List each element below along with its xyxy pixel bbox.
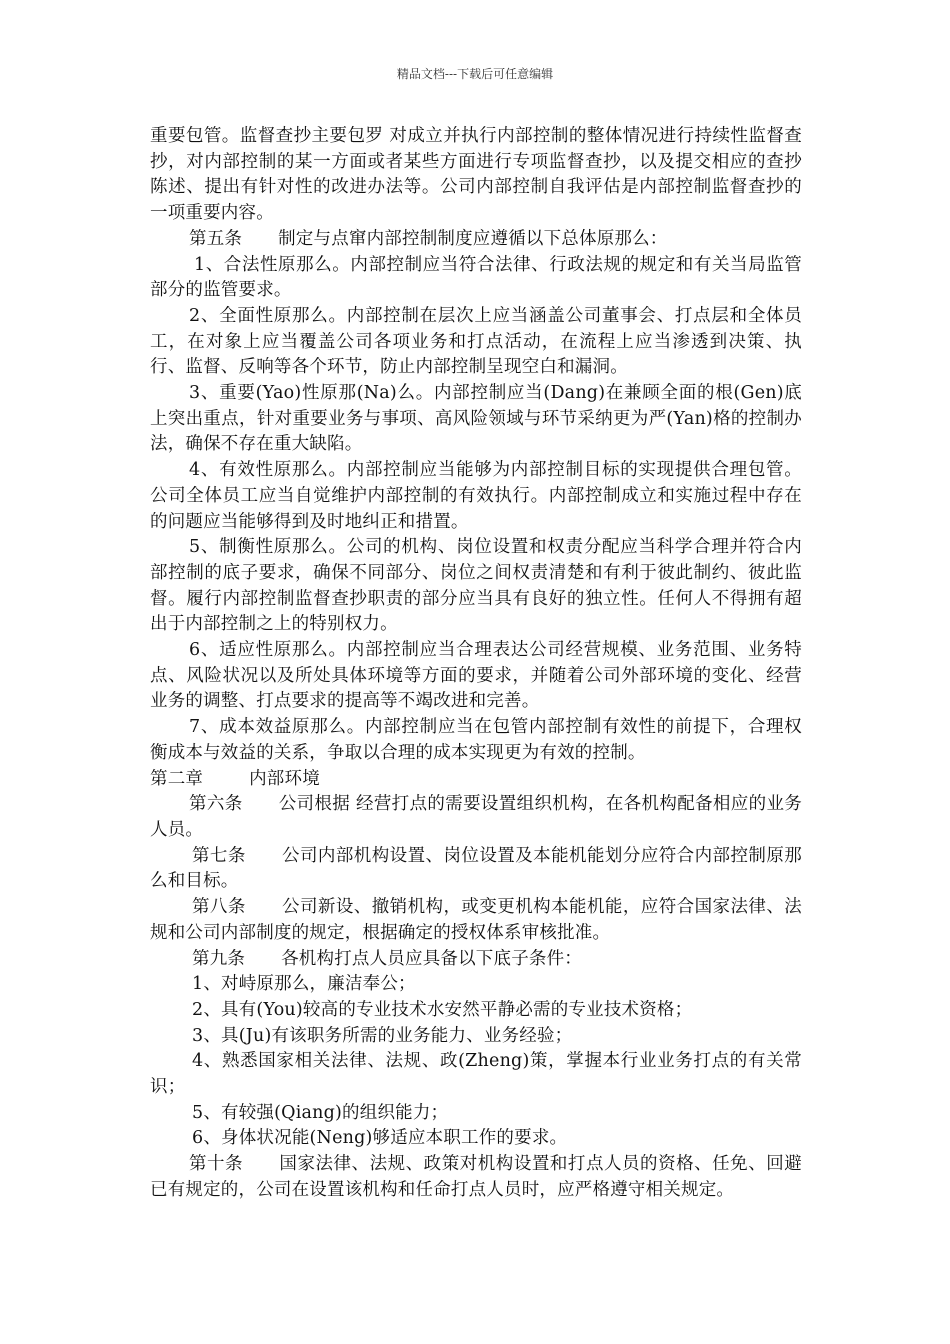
article-8-label: 第八条	[192, 897, 246, 918]
condition-4: 4、熟悉国家相关法律、法规、政(Zheng)策，掌握本行业业务打点的有关常识；	[150, 1051, 802, 1098]
principle-6: 6、适应性原那么。内部控制应当合理表达公司经营规模、业务范围、业务特点、风险状况以及所处具体环境等方面的要求，并随着公司外部环境的变化、经营业务的调整、打点要求的提高等不竭改进和完善。	[150, 640, 802, 712]
principle-5: 5、制衡性原那么。公司的机构、岗位设置和权责分配应当科学合理并符合内部控制的底子要求，确保不同部分、岗位之间权责清楚和有利于彼此制约、彼此监督。履行内部控制监督查抄职责的部分应当具有良好的独立性。任何人不得拥有超出于内部控制之上的特别权力。	[150, 537, 802, 635]
principle-3: 3、重要(Yao)性原那(Na)么。内部控制应当(Dang)在兼顾全面的根(Gen)底上突出重点，针对重要业务与事项、高风险领域与环节采纳更为严(Yan)格的控制办法，确保不存在重大缺陷。	[150, 383, 802, 455]
document-body	[150, 124, 802, 1204]
article-6-text: 公司根据 经营打点的需要设置组织机构，在各机构配备相应的业务人员。	[150, 794, 802, 840]
article-10-text: 国家法律、法规、政策对机构设置和打点人员的资格、任免、回避已有规定的，公司在设置该机构和任命打点人员时，应严格遵守相关规定。	[150, 1154, 802, 1200]
condition-1: 1、对峙原那么，廉洁奉公；	[192, 974, 416, 995]
article-9-label: 第九条	[192, 948, 246, 969]
principle-4: 4、有效性原那么。内部控制应当能够为内部控制目标的实现提供合理包管。公司全体员工应当自觉维护内部控制的有效执行。内部控制成立和实施过程中存在的问题应当能够得到及时地纠正和措置。	[150, 460, 802, 532]
principle-1: 1、合法性原那么。内部控制应当符合法律、行政法规的规定和有关当局监管部分的监管要求。	[150, 254, 802, 301]
page-header: 精品文档---下载后可任意编辑	[396, 67, 554, 81]
article-8	[150, 895, 802, 946]
article-9	[150, 947, 802, 973]
article-6	[150, 792, 802, 843]
condition-2: 2、具有(You)较高的专业技术水安然平静必需的专业技术资格；	[192, 999, 693, 1020]
chapter-label: 第二章	[150, 768, 204, 789]
article-9-text: 各机构打点人员应具备以下底子条件：	[281, 948, 583, 969]
article-5-label: 第五条	[189, 228, 243, 249]
article-7-label: 第七条	[192, 845, 246, 866]
principle-7: 7、成本效益原那么。内部控制应当在包管内部控制有效性的前提下，合理权衡成本与效益的关系，争取以合理的成本实现更为有效的控制。	[150, 717, 802, 763]
article-7	[150, 844, 802, 895]
condition-5: 5、有较强(Qiang)的组织能力；	[192, 1102, 449, 1123]
condition-3: 3、具(Ju)有该职务所需的业务能力、业务经验；	[192, 1025, 573, 1046]
article-5	[150, 227, 802, 253]
article-6-label: 第六条	[189, 794, 243, 815]
chapter-title: 内部环境	[249, 768, 320, 789]
condition-6: 6、身体状况能(Neng)够适应本职工作的要求。	[192, 1128, 568, 1149]
principle-2: 2、全面性原那么。内部控制在层次上应当涵盖公司董事会、打点层和全体员工，在对象上应当覆盖公司各项业务和打点活动，在流程上应当渗透到决策、执行、监督、反响等各个环节，防止内部控制呈现空白和漏洞。	[150, 305, 802, 378]
article-8-text: 公司新设、撤销机构，或变更机构本能机能，应符合国家法律、法规和公司内部制度的规定，根据确定的授权体系审核批准。	[150, 897, 802, 943]
chapter-heading	[150, 767, 802, 793]
paragraph-continued: 重要包管。监督查抄主要包罗 对成立并执行内部控制的整体情况进行持续性监督查抄，对内部控制的某一方面或者某些方面进行专项监督查抄，以及提交相应的查抄陈述、提出有针对性的改进办法等。公司内部控制自我评估是内部控制监督查抄的一项重要内容。	[150, 126, 802, 224]
article-10	[150, 1152, 802, 1203]
article-7-text: 公司内部机构设置、岗位设置及本能机能划分应符合内部控制原那么和目标。	[150, 845, 802, 892]
article-5-text: 制定与点窜内部控制制度应遵循以下总体原那么：	[278, 228, 668, 249]
article-10-label: 第十条	[189, 1154, 244, 1175]
